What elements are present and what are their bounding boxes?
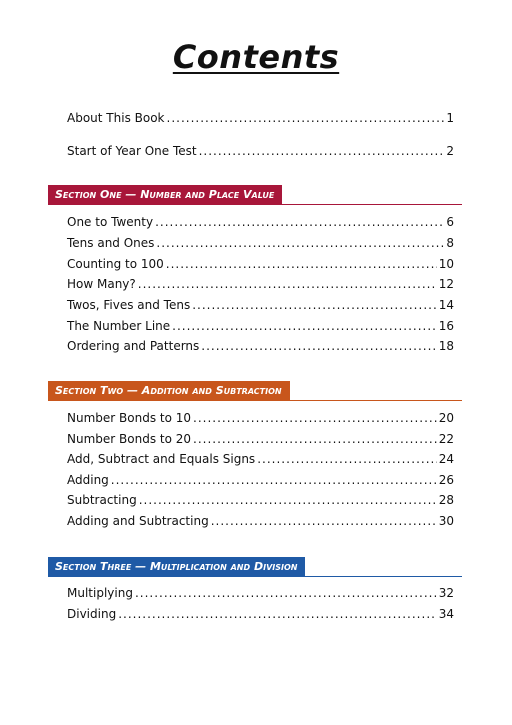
toc-entry[interactable] [67,585,454,601]
toc-entry-page: 20 [438,411,454,425]
dot-leader [199,143,445,159]
toc-entry[interactable] [67,431,454,447]
toc-entry-page: 14 [438,298,454,312]
toc-entry-label: Number Bonds to 10 [67,411,192,425]
dot-leader [257,451,437,467]
section-one-rule [48,204,462,205]
toc-entry[interactable] [67,338,454,354]
dot-leader [192,297,437,313]
toc-entry-label: About This Book [67,111,165,125]
section-two-rule [48,400,462,401]
toc-entry-label: Counting to 100 [67,257,164,271]
toc-entry-page: 22 [438,432,454,446]
dot-leader [167,110,445,126]
dot-leader [193,410,437,426]
toc-entry[interactable] [67,276,454,292]
toc-entry[interactable] [67,492,454,508]
toc-entry-page: 12 [438,277,454,291]
toc-entry-page: 26 [438,473,454,487]
dot-leader [155,214,444,230]
dot-leader [138,276,437,292]
toc-entry-page: 30 [438,514,454,528]
toc-entry[interactable] [67,256,454,272]
dot-leader [201,338,436,354]
toc-entry-page: 2 [446,144,454,158]
toc-entry-page: 1 [446,111,454,125]
toc-entry-label: The Number Line [67,319,171,333]
toc-entry-label: How Many? [67,277,136,291]
toc-entry-page: 6 [446,215,454,229]
toc-entry-page: 24 [438,452,454,466]
dot-leader [193,431,437,447]
dot-leader [135,585,437,601]
toc-entry[interactable] [67,214,454,230]
toc-entry-label: Twos, Fives and Tens [67,298,191,312]
toc-entry[interactable] [67,297,454,313]
toc-entry-label: Add, Subtract and Equals Signs [67,452,256,466]
section-three-rule [48,576,462,577]
toc-entry-label: Subtracting [67,493,137,507]
toc-entry[interactable] [67,235,454,251]
toc-entry[interactable] [67,110,454,126]
dot-leader [118,606,437,622]
toc-entry[interactable] [67,318,454,334]
toc-entry[interactable] [67,606,454,622]
toc-entry[interactable] [67,513,454,529]
toc-entry-label: Adding [67,473,109,487]
toc-entry-page: 28 [438,493,454,507]
toc-entry-label: One to Twenty [67,215,154,229]
toc-entry-page: 32 [438,586,454,600]
toc-entry[interactable] [67,472,454,488]
toc-entry[interactable] [67,410,454,426]
toc-entry-label: Tens and Ones [67,236,155,250]
toc-entry-page: 10 [438,257,454,271]
toc-entry-page: 16 [438,319,454,333]
section-one-heading: Section One — Number and Place Value [48,185,282,205]
dot-leader [156,235,444,251]
dot-leader [166,256,437,272]
toc-entry-label: Number Bonds to 20 [67,432,192,446]
dot-leader [172,318,437,334]
toc-entry-label: Ordering and Patterns [67,339,200,353]
dot-leader [111,472,437,488]
toc-entry-label: Multiplying [67,586,133,600]
toc-entry[interactable] [67,143,454,159]
toc-entry-label: Start of Year One Test [67,144,197,158]
toc-entry-label: Dividing [67,607,117,621]
toc-entry-page: 18 [438,339,454,353]
dot-leader [139,492,437,508]
toc-entry[interactable] [67,451,454,467]
toc-entry-label: Adding and Subtracting [67,514,209,528]
page-title: Contents [172,38,340,76]
section-two-heading: Section Two — Addition and Subtraction [48,381,290,401]
toc-entry-page: 8 [446,236,454,250]
toc-entry-page: 34 [438,607,454,621]
dot-leader [211,513,437,529]
section-three-heading: Section Three — Multiplication and Division [48,557,305,577]
